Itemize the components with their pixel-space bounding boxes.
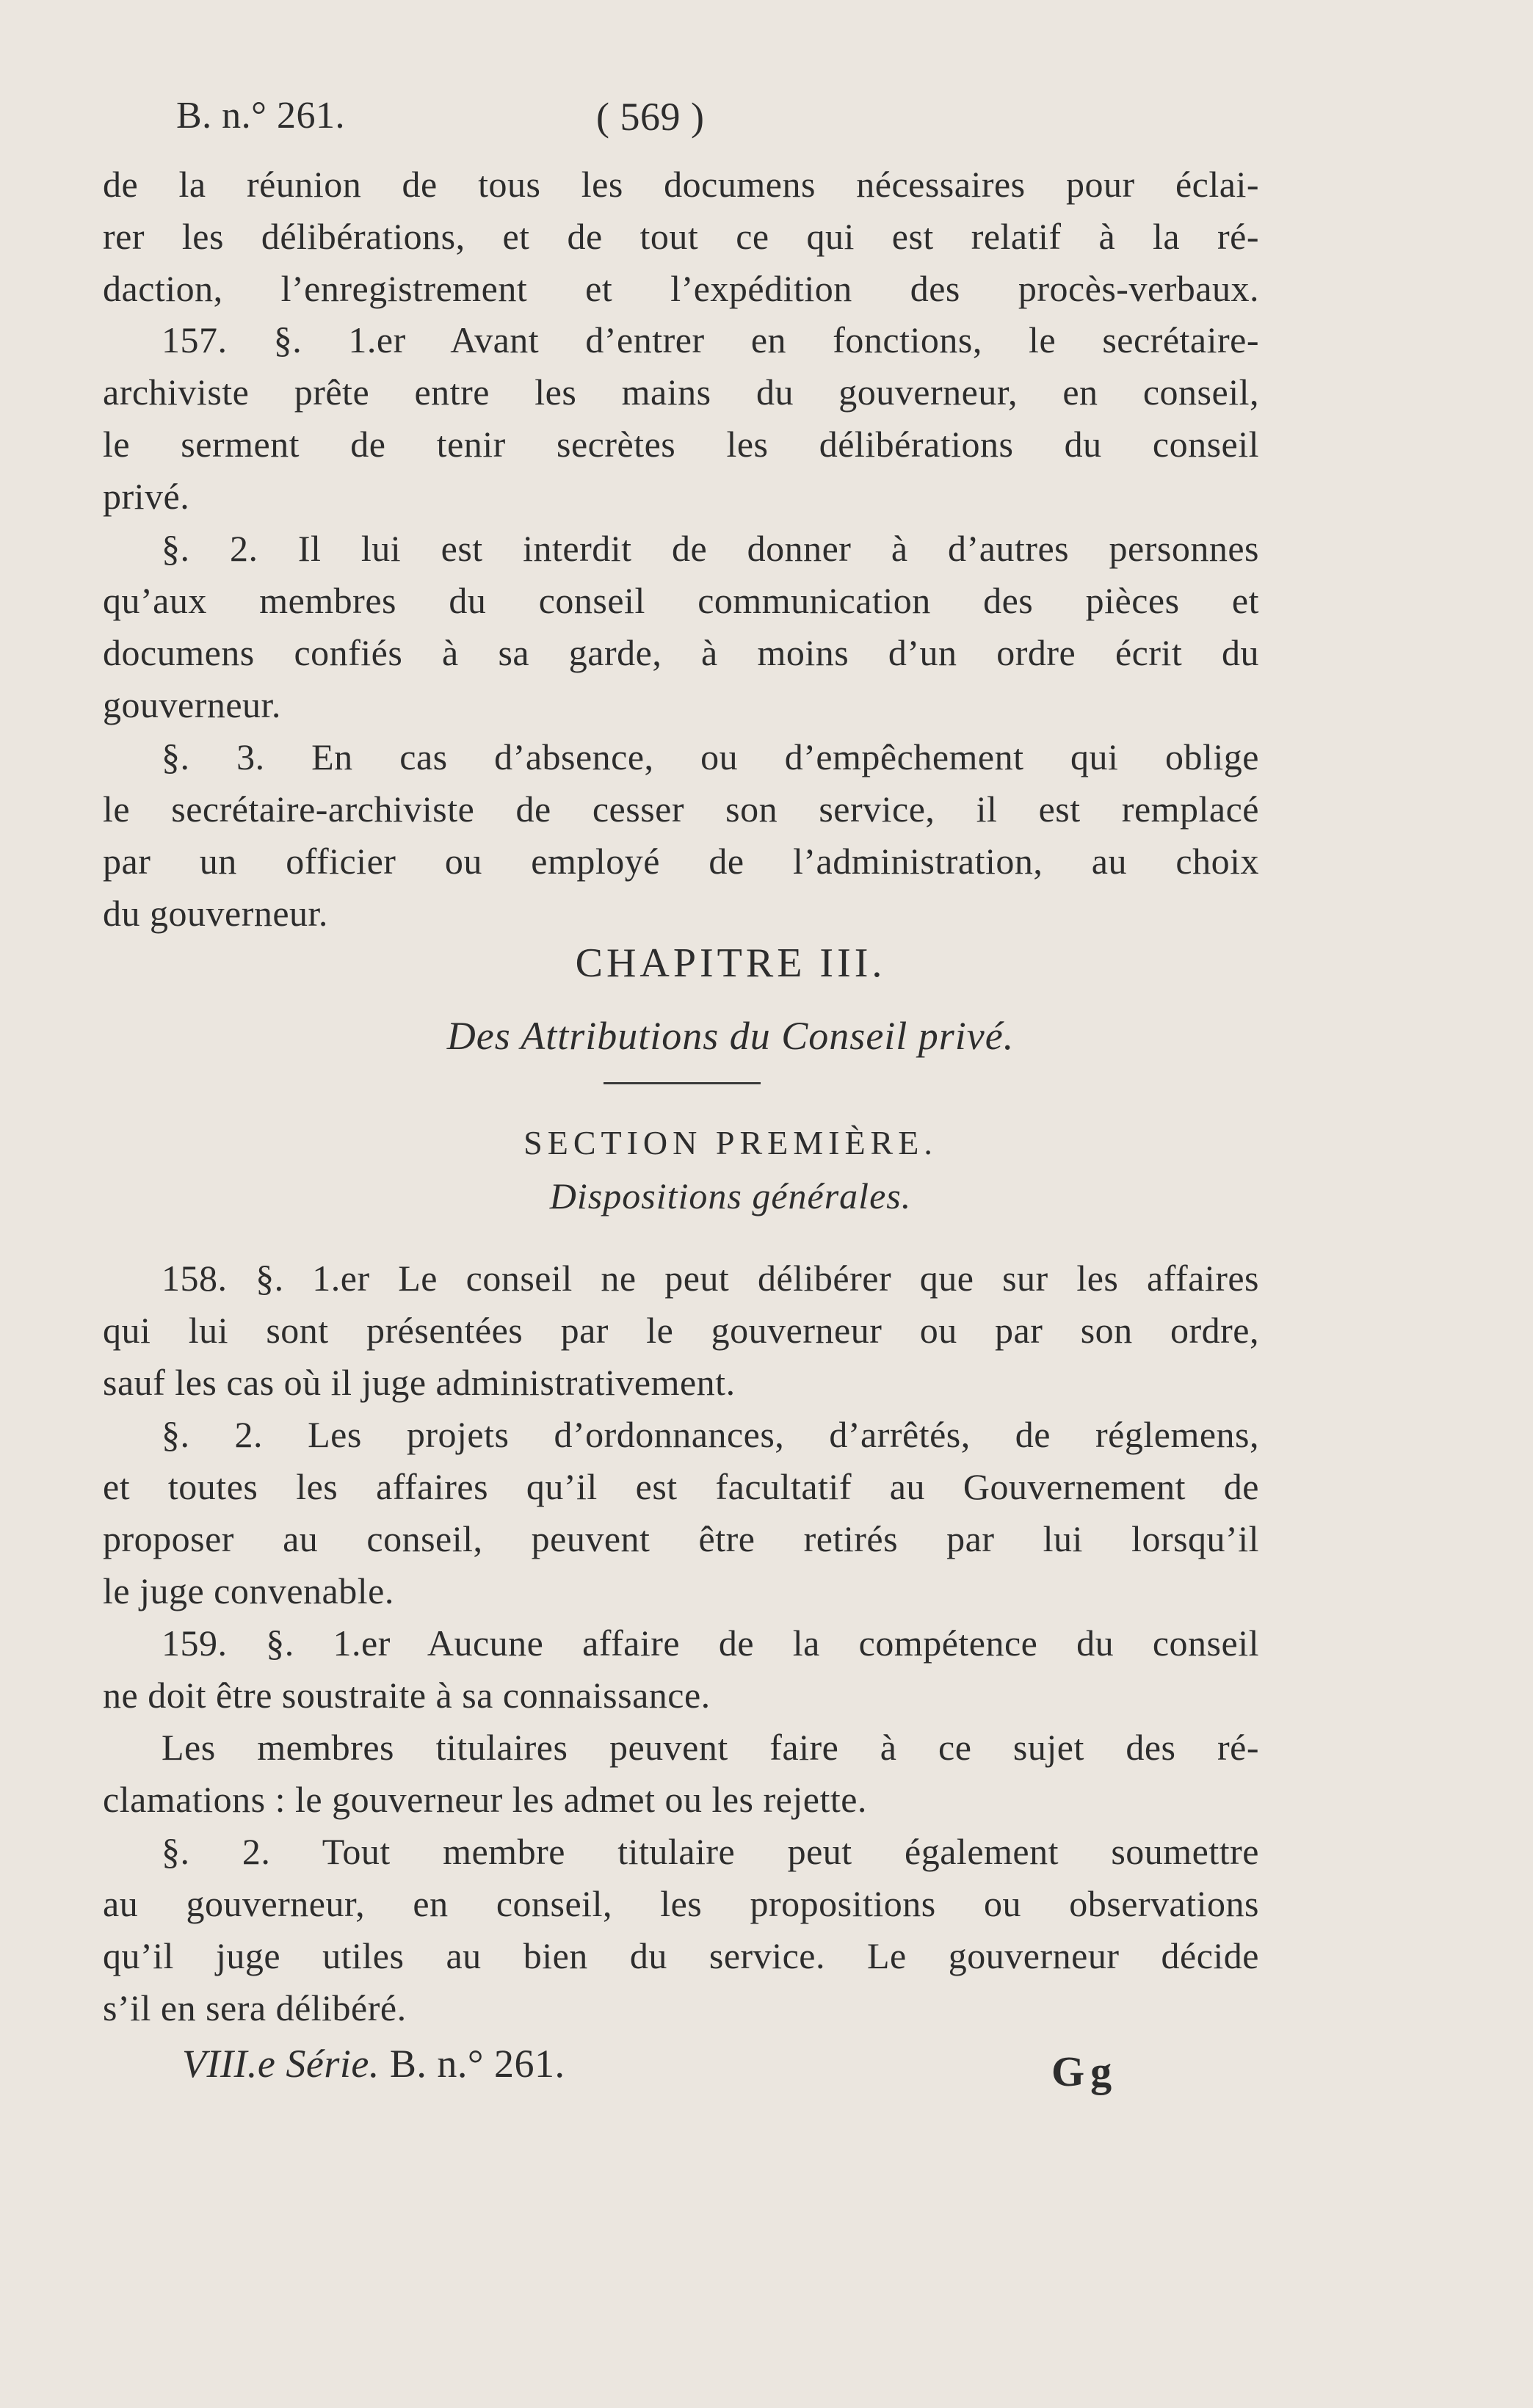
paragraph-2-line: §. 2. Les projets d’ordonnances, d’arrêtés, de réglemens,	[162, 1414, 1259, 1455]
paragraph-2-line: §. 2. Il lui est interdit de donner à d’autres personnes	[162, 528, 1259, 569]
article-159-line: 159. §. 1.er Aucune affaire de la compétence du conseil	[162, 1622, 1259, 1664]
text-line: qu’aux membres du conseil communication des pièces et	[103, 580, 1259, 621]
text-line: qu’il juge utiles au bien du service. Le gouverneur décide	[103, 1935, 1259, 1976]
paragraph-3-line: §. 3. En cas d’absence, ou d’empêchement qui oblige	[162, 736, 1259, 777]
article-157-line: 157. §. 1.er Avant d’entrer en fonctions, le secrétaire-	[162, 319, 1259, 360]
text-line: clamations : le gouverneur les admet ou les rejette.	[103, 1779, 867, 1820]
chapter-subtitle: Des Attributions du Conseil privé.	[446, 1014, 1015, 1058]
text-line: daction, l’enregistrement et l’expédition des procès-verbaux.	[103, 268, 1259, 309]
text-line: et toutes les affaires qu’il est facultatif au Gouvernement de	[103, 1466, 1259, 1507]
text-line: documens confiés à sa garde, à moins d’un ordre écrit du	[103, 632, 1259, 673]
text-line: au gouverneur, en conseil, les propositions ou observations	[103, 1883, 1259, 1924]
footer-series-label: VIII.e Série.	[182, 2042, 380, 2086]
text-line: le juge convenable.	[103, 1570, 394, 1611]
section-subtitle: Dispositions générales.	[549, 1175, 912, 1216]
text-line: le serment de tenir secrètes les délibérations du conseil	[103, 424, 1259, 465]
separator-rule	[604, 1082, 761, 1084]
chapter-title: CHAPITRE III.	[575, 940, 886, 986]
footer-series	[182, 2041, 565, 2086]
text-line: le secrétaire-archiviste de cesser son service, il est remplacé	[103, 788, 1259, 830]
text-line: du gouverneur.	[103, 893, 328, 934]
text-line: s’il en sera délibéré.	[103, 1987, 407, 2028]
text-line: par un officier ou employé de l’administration, au choix	[103, 841, 1259, 882]
text-line: sauf les cas où il juge administrativement.	[103, 1362, 736, 1403]
header-page-number: ( 569 )	[596, 95, 705, 139]
text-line: Les membres titulaires peuvent faire à ce sujet des ré-	[162, 1727, 1259, 1768]
article-158-line: 158. §. 1.er Le conseil ne peut délibérer que sur les affaires	[162, 1258, 1259, 1299]
header-bulletin-number: B. n.° 261.	[176, 95, 345, 137]
text-line: privé.	[103, 476, 190, 517]
text-line: proposer au conseil, peuvent être retirés par lui lorsqu’il	[103, 1518, 1259, 1559]
paragraph-2-line: §. 2. Tout membre titulaire peut également soumettre	[162, 1831, 1259, 1872]
text-line: gouverneur.	[103, 684, 281, 725]
text-line: rer les délibérations, et de tout ce qui est relatif à la ré-	[103, 216, 1259, 257]
signature-mark: Gg	[1051, 2048, 1118, 2095]
footer-bulletin: B. n.° 261.	[389, 2042, 565, 2086]
text-line: qui lui sont présentées par le gouverneur ou par son ordre,	[103, 1310, 1259, 1351]
section-title: SECTION PREMIÈRE.	[523, 1124, 938, 1161]
text-line: archiviste prête entre les mains du gouverneur, en conseil,	[103, 371, 1259, 413]
text-line: de la réunion de tous les documens nécessaires pour éclai-	[103, 164, 1259, 205]
text-line: ne doit être soustraite à sa connaissance.	[103, 1675, 711, 1716]
